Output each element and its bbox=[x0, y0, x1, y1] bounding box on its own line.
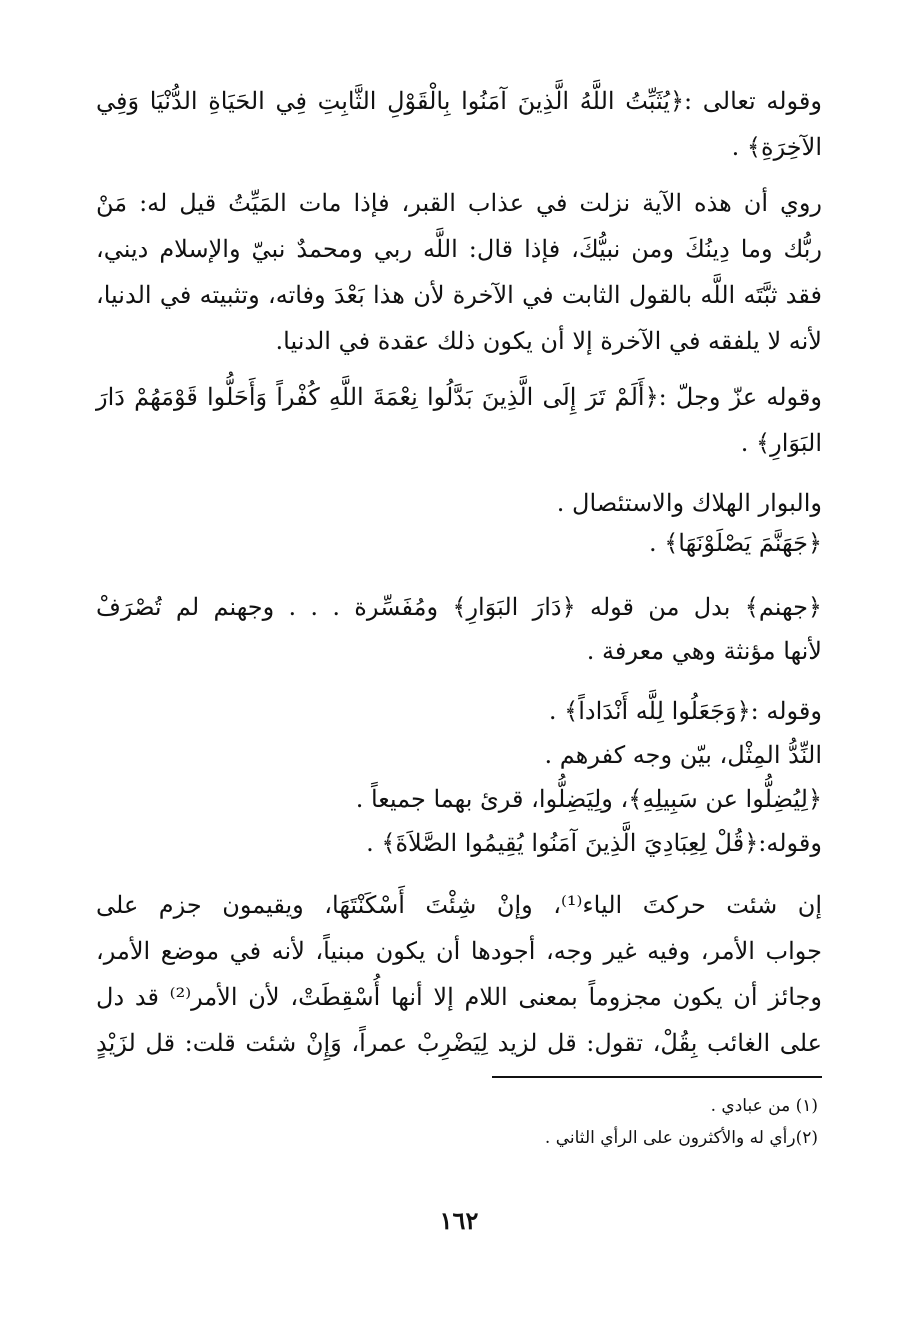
text-line: والبوار الهلاك والاستئصال . bbox=[556, 489, 822, 517]
text-line: ربُّك وما دِينُكَ ومن نبيُّكَ، فإذا قال: اللَّه ربي ومحمدٌ نبيّ والإسلام ديني، bbox=[96, 235, 822, 263]
text-line: على الغائب بِقُلْ، تقول: قل لزيد لِيَضْرِبْ عمراً، وَإِنْ شئت قلت: قل لزَيْدٍ bbox=[96, 1029, 822, 1057]
text-line: الآخِرَةِ﴾ . bbox=[731, 133, 822, 161]
text-line: وقوله تعالى :﴿يُثَبِّتُ اللَّهُ الَّذِينَ آمَنُوا بِالْقَوْلِ الثَّابِتِ فِي الحَيَاةِ الدُّنْيَا وَفِي bbox=[96, 87, 822, 115]
text-line: وجائز أن يكون مجزوماً بمعنى اللام إلا أنها أُسْقِطَتْ، لأن الأمر⁽²⁾ قد دل bbox=[96, 983, 822, 1011]
text-line: وقوله :﴿وَجَعَلُوا لِلَّه أَنْدَاداً﴾ . bbox=[548, 697, 822, 725]
text-line: النِّدُّ المِثْل، بيّن وجه كفرهم . bbox=[544, 741, 822, 769]
text-line: إن شئت حركتَ الياء⁽¹⁾، وإنْ شِئْتَ أَسْكَنْتَهَا، ويقيمون جزم على bbox=[96, 891, 822, 919]
text-line: ﴿جَهَنَّمَ يَصْلَوْنَهَا﴾ . bbox=[648, 529, 822, 557]
text-line: لأنها مؤنثة وهي معرفة . bbox=[586, 637, 822, 665]
text-line: البَوَارِ﴾ . bbox=[740, 429, 822, 457]
text-line: فقد ثبَّتَه اللَّه بالقول الثابت في الآخرة لأن هذا بَعْدَ وفاته، وتثبيته في الدنيا، bbox=[96, 281, 823, 309]
text-line: لأنه لا يلفقه في الآخرة إلا أن يكون ذلك عقدة في الدنيا. bbox=[275, 327, 822, 355]
text-line: ﴿جهنم﴾ بدل من قوله ﴿دَارَ البَوَارِ﴾ ومُفَسِّرة . . . وجهنم لم تُصْرَفْ bbox=[96, 593, 822, 621]
footnote: (١) من عبادي . bbox=[710, 1096, 818, 1116]
page-number: ١٦٢ bbox=[439, 1206, 479, 1235]
footnote-divider bbox=[492, 1076, 822, 1078]
text-line: روي أن هذه الآية نزلت في عذاب القبر، فإذا مات المَيِّتُ قيل له: مَنْ bbox=[96, 189, 822, 217]
text-line: وقوله:﴿قُلْ لِعِبَادِيَ الَّذِينَ آمَنُوا يُقِيمُوا الصَّلاَةَ﴾ . bbox=[366, 829, 822, 857]
text-line: ﴿لِيُضِلُّوا عن سَبِيلِهِ﴾، ولِيَضِلُّوا، قرئ بهما جميعاً . bbox=[355, 785, 822, 813]
footnote: (٢)رأي له والأكثرون على الرأي الثاني . bbox=[544, 1128, 818, 1148]
text-line: جواب الأمر، وفيه غير وجه، أجودها أن يكون مبنياً، لأنه في موضع الأمر، bbox=[96, 937, 822, 965]
text-line: وقوله عزّ وجلّ :﴿أَلَمْ تَرَ إِلَى الَّذِينَ بَدَّلُوا نِعْمَةَ اللَّهِ كُفْراً وَأَحَلُّوا قَوْمَهُمْ دَارَ bbox=[96, 383, 822, 411]
